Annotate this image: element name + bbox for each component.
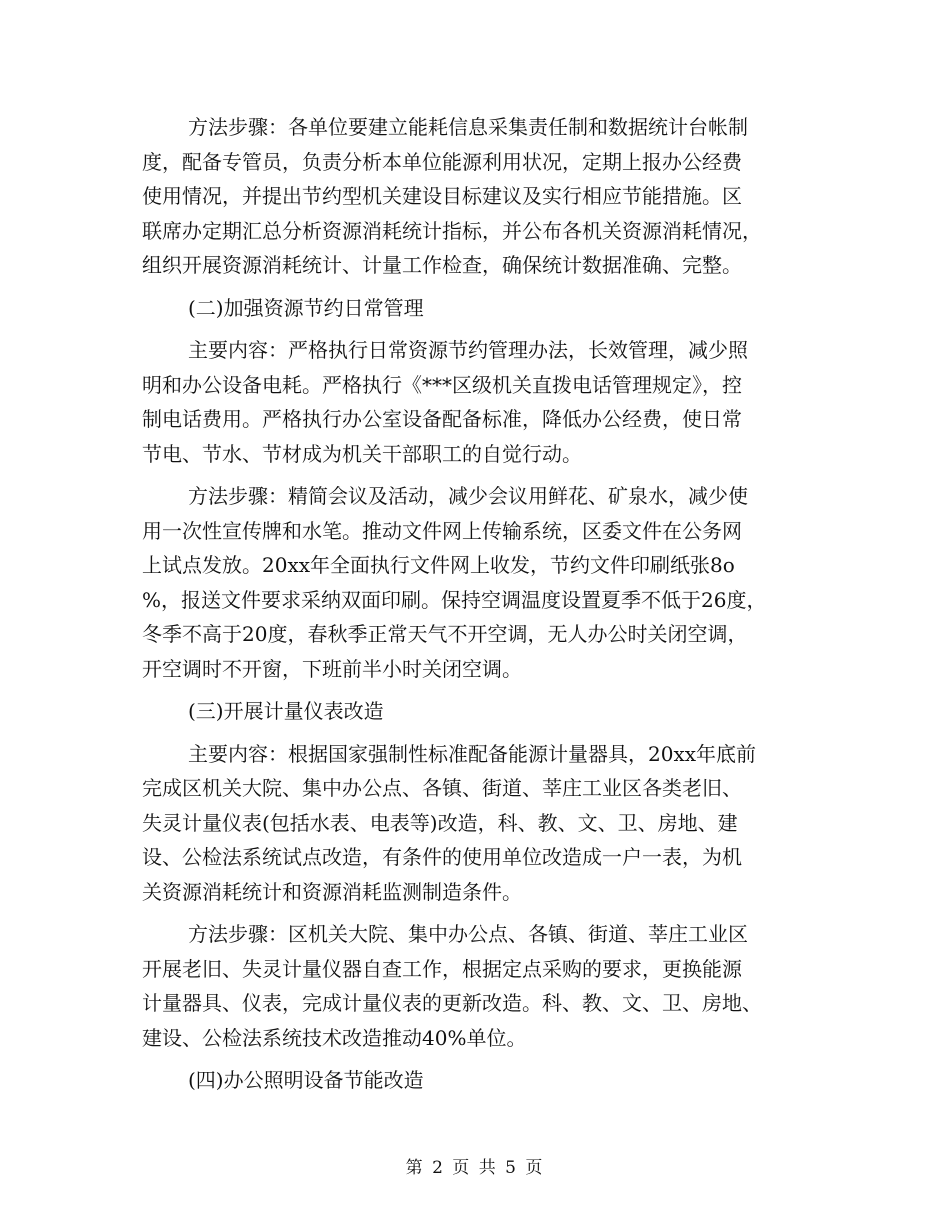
text-line: 组织开展资源消耗统计、计量工作检查，确保统计数据准确、完整。 xyxy=(142,253,742,277)
text-line: 完成区机关大院、集中办公点、各镇、街道、莘庄工业区各类老旧、 xyxy=(142,776,742,800)
text-line: %，报送文件要求采纳双面印刷。保持空调温度设置夏季不低于26度， xyxy=(142,587,767,612)
page-number-footer: 第 2 页 共 5 页 xyxy=(405,1158,545,1178)
section-heading-4: (四)办公照明设备节能改造 xyxy=(188,1068,424,1092)
paragraph-daily-content xyxy=(142,333,810,471)
text-line: 节电、节水、节材成为机关干部职工的自觉行动。 xyxy=(142,441,582,466)
text-line: 计量器具、仪表，完成计量仪表的更新改造。科、教、文、卫、房地、 xyxy=(142,991,762,1015)
text-line: 设、公检法系统试点改造，有条件的使用单位改造成一户一表，为机 xyxy=(142,845,742,869)
text-line: 方法步骤：区机关大院、集中办公点、各镇、街道、莘庄工业区 xyxy=(188,922,748,946)
text-line: 主要内容：严格执行日常资源节约管理办法，长效管理，减少照 xyxy=(188,338,748,362)
text-line: 明和办公设备电耗。严格执行《***区级机关直拨电话管理规定》，控 xyxy=(142,372,742,397)
text-line: 主要内容：根据国家强制性标准配备能源计量器具，20xx年底前 xyxy=(188,741,757,766)
section-heading-3: (三)开展计量仪表改造 xyxy=(188,699,384,723)
paragraph-daily-method xyxy=(142,479,810,686)
text-line: 度，配备专管员，负责分析本单位能源利用状况，定期上报办公经费 xyxy=(142,149,742,174)
paragraph-data-collection-method xyxy=(142,110,810,283)
text-line: 方法步骤：各单位要建立能耗信息采集责任制和数据统计台帐制 xyxy=(188,115,748,139)
text-line: 开展老旧、失灵计量仪器自查工作，根据定点采购的要求，更换能源 xyxy=(142,956,742,981)
text-line: 制电话费用。严格执行办公室设备配备标准，降低办公经费，使日常 xyxy=(142,407,742,431)
paragraph-meter-method xyxy=(142,917,810,1055)
text-line: 冬季不高于20度，春秋季正常天气不开空调，无人办公时关闭空调， xyxy=(142,622,748,646)
text-line: 开空调时不开窗，下班前半小时关闭空调。 xyxy=(142,656,522,681)
section-heading-2: (二)加强资源节约日常管理 xyxy=(188,295,424,320)
text-line: 方法步骤：精简会议及活动，减少会议用鲜花、矿泉水，减少使 xyxy=(188,484,748,508)
paragraph-meter-content xyxy=(142,737,810,910)
text-line: 用一次性宣传牌和水笔。推动文件网上传输系统，区委文件在公务网 xyxy=(142,518,742,543)
text-line: 联席办定期汇总分析资源消耗统计指标，并公布各机关资源消耗情况， xyxy=(142,218,762,243)
document-body xyxy=(142,110,810,1098)
text-line: 失灵计量仪表(包括水表、电表等)改造，科、教、文、卫、房地、建 xyxy=(142,810,738,835)
text-line: 上试点发放。20xx年全面执行文件网上收发，节约文件印刷纸张8o xyxy=(142,553,735,577)
text-line: 关资源消耗统计和资源消耗监测制造条件。 xyxy=(142,879,522,904)
text-line: 建设、公检法系统技术改造推动40%单位。 xyxy=(142,1025,527,1050)
text-line: 使用情况，并提出节约型机关建设目标建议及实行相应节能措施。区 xyxy=(142,184,742,208)
